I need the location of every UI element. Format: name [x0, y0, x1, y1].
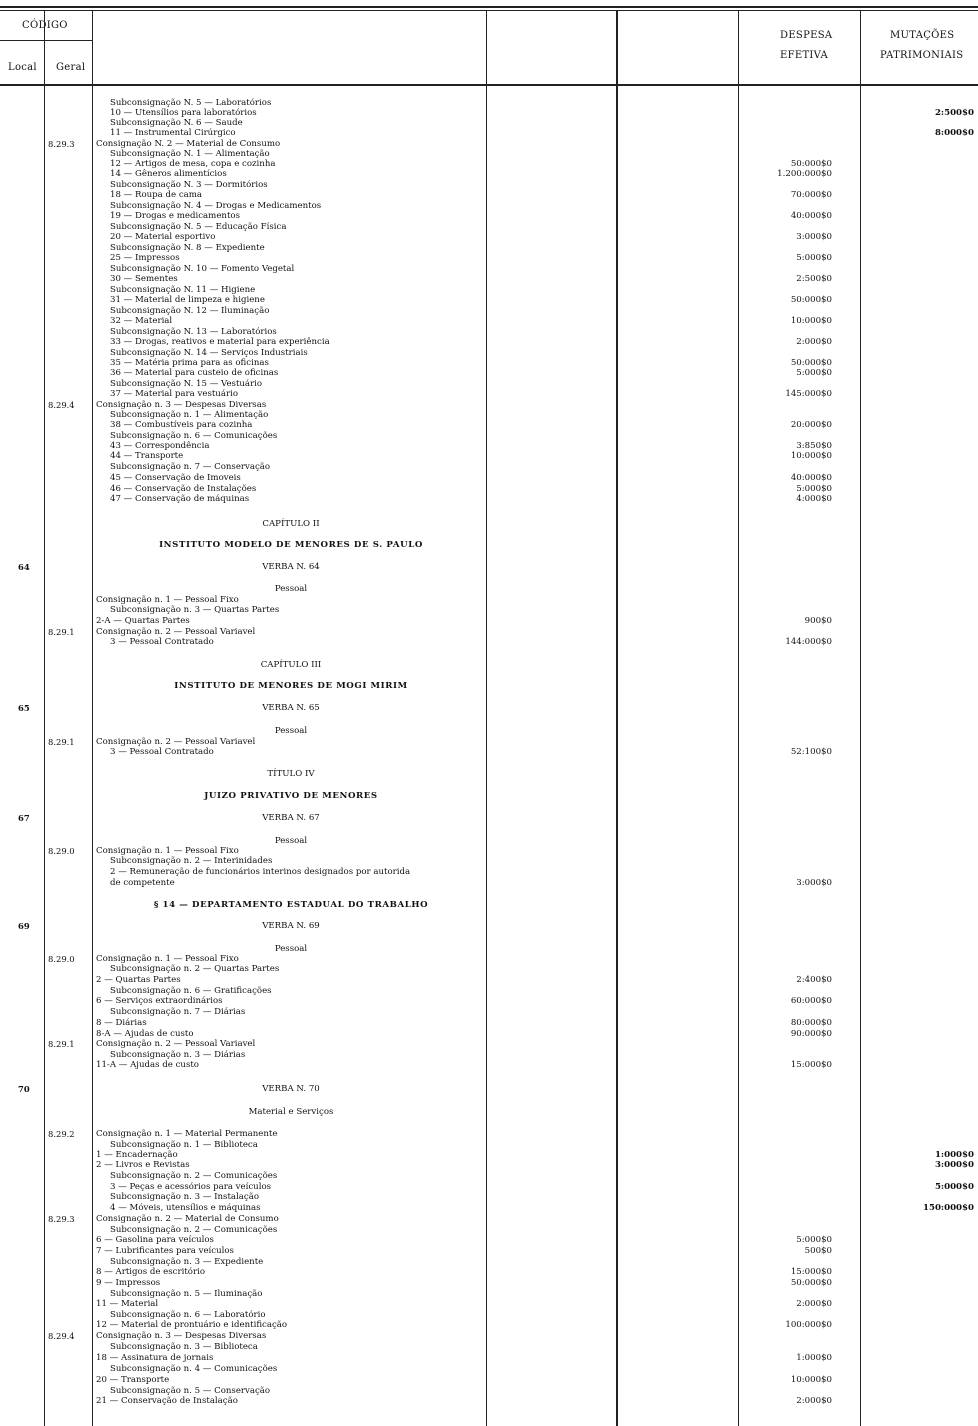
table-row [0, 1129, 978, 1139]
mutacoes-value: 2:500$0 [934, 108, 974, 118]
table-row [0, 379, 978, 389]
row-description: Consignação n. 1 — Pessoal Fixo [96, 954, 239, 964]
table-row [0, 1018, 978, 1028]
table-row [0, 431, 978, 441]
row-description: Subconsignação N. 5 — Laboratórios [110, 98, 272, 108]
row-description: Consignação n. 2 — Material de Consumo [96, 1214, 279, 1224]
row-description: 38 — Combustíveis para cozinha [110, 420, 253, 430]
table-row [0, 484, 978, 494]
table-row [0, 1029, 978, 1039]
row-description: Subconsignação n. 7 — Conservação [110, 462, 271, 472]
table-row [0, 1310, 978, 1320]
despesa-value: 50:000$0 [790, 358, 832, 368]
despesa-value: 60:000$0 [790, 996, 832, 1006]
despesa-value: 50:000$0 [790, 295, 832, 305]
table-row [0, 169, 978, 179]
table-row [0, 295, 978, 305]
row-description: Subconsignação n. 5 — Iluminação [110, 1289, 263, 1299]
table-row [0, 222, 978, 232]
table-row [0, 1320, 978, 1330]
table-row [0, 1039, 978, 1049]
row-description: 33 — Drogas, reativos e material para experiência [110, 337, 330, 347]
table-row [0, 737, 978, 747]
row-description: Consignação n. 2 — Pessoal Variavel [96, 737, 256, 747]
row-description: Subconsignação n. 5 — Conservação [110, 1386, 271, 1396]
row-description: Pessoal [274, 584, 308, 594]
table-row [0, 1331, 978, 1341]
row-description: Subconsignação N. 5 — Educação Física [110, 222, 287, 232]
despesa-value: 5:000$0 [796, 368, 832, 378]
mutacoes-value: 3:000$0 [934, 1160, 974, 1170]
table-row [0, 986, 978, 996]
row-description: Subconsignação N. 12 — Iluminação [110, 306, 270, 316]
row-description: 1 — Encadernação [96, 1150, 178, 1160]
table-row [0, 211, 978, 221]
table-row [0, 975, 978, 985]
row-description: § 14 — DEPARTAMENTO ESTADUAL DO TRABALHO [153, 900, 429, 910]
mutacoes-value: 1:000$0 [934, 1150, 974, 1160]
despesa-value: 500$0 [804, 1246, 832, 1256]
table-row [0, 462, 978, 472]
despesa-value: 4:000$0 [796, 494, 832, 504]
row-description: 19 — Drogas e medicamentos [110, 211, 240, 221]
row-description: VERBA N. 69 [262, 921, 320, 931]
table-row [0, 1289, 978, 1299]
table-row [0, 1171, 978, 1181]
table-row [0, 1060, 978, 1070]
row-description: Subconsignação n. 1 — Biblioteca [110, 1140, 258, 1150]
despesa-value: 145:000$0 [785, 389, 832, 399]
table-row [0, 921, 978, 931]
despesa-value: 5:000$0 [796, 484, 832, 494]
table-row [0, 964, 978, 974]
local-code: 69 [18, 921, 30, 931]
table-row [0, 726, 978, 736]
despesa-value: 1.200:000$0 [777, 169, 832, 179]
despesa-value: 144:000$0 [785, 637, 832, 647]
row-description: Material e Serviços [248, 1107, 334, 1117]
despesa-value: 15:000$0 [790, 1267, 832, 1277]
table-row [0, 660, 978, 670]
despesa-value: 100:000$0 [785, 1320, 832, 1330]
row-description: VERBA N. 64 [262, 562, 320, 572]
row-description: 12 — Artigos de mesa, copa e cozinha [110, 159, 276, 169]
row-description: 6 — Serviços extraordinários [96, 996, 223, 1006]
row-description: 46 — Conservação de Instalações [110, 484, 257, 494]
table-row [0, 1267, 978, 1277]
despesa-value: 20:000$0 [790, 420, 832, 430]
table-row [0, 1364, 978, 1374]
table-row [0, 190, 978, 200]
row-description: Subconsignação n. 3 — Diárias [110, 1050, 246, 1060]
table-row [0, 769, 978, 779]
row-description: Subconsignação n. 3 — Instalação [110, 1192, 260, 1202]
geral-code: 8.29.4 [48, 400, 75, 410]
header-patrimoniais: PATRIMONIAIS [880, 50, 964, 61]
row-description: Pessoal [274, 944, 308, 954]
row-description: 11 — Instrumental Cirúrgico [110, 128, 236, 138]
despesa-value: 3:000$0 [796, 232, 832, 242]
table-row [0, 118, 978, 128]
row-description: Subconsignação n. 6 — Gratificações [110, 986, 272, 996]
despesa-value: 50:000$0 [790, 159, 832, 169]
row-description: 3 — Pessoal Contratado [110, 637, 214, 647]
table-row [0, 243, 978, 253]
geral-code: 8.29.1 [48, 1039, 75, 1049]
row-description: 3 — Peças e acessórios para veículos [110, 1182, 272, 1192]
despesa-value: 2:500$0 [796, 274, 832, 284]
table-row [0, 306, 978, 316]
despesa-value: 15:000$0 [790, 1060, 832, 1070]
row-description: 45 — Conservação de Imoveis [110, 473, 241, 483]
table-row [0, 441, 978, 451]
row-description: 8 — Diárias [96, 1018, 147, 1028]
row-description: Subconsignação N. 15 — Vestuário [110, 379, 263, 389]
table-row [0, 996, 978, 1006]
table-row [0, 1084, 978, 1094]
local-code: 67 [18, 813, 30, 823]
local-code: 65 [18, 703, 30, 713]
table-row [0, 1386, 978, 1396]
despesa-value: 5:000$0 [796, 1235, 832, 1245]
header-efetiva: EFETIVA [780, 50, 829, 61]
table-row [0, 1342, 978, 1352]
header-geral: Geral [56, 62, 86, 73]
geral-code: 8.29.0 [48, 846, 75, 856]
row-description: Subconsignação N. 13 — Laboratórios [110, 327, 277, 337]
table-row [0, 1225, 978, 1235]
row-description: Subconsignação n. 3 — Quartas Partes [110, 605, 280, 615]
row-description: Subconsignação n. 1 — Alimentação [110, 410, 269, 420]
row-description: Subconsignação n. 2 — Quartas Partes [110, 964, 280, 974]
table-row [0, 867, 978, 877]
table-row [0, 98, 978, 108]
row-description: 36 — Material para custeio de oficinas [110, 368, 279, 378]
despesa-value: 10:000$0 [790, 1375, 832, 1385]
despesa-value: 40:000$0 [790, 473, 832, 483]
table-row [0, 813, 978, 823]
row-description: Subconsignação N. 8 — Expediente [110, 243, 265, 253]
row-description: 31 — Material de limpeza e higiene [110, 295, 265, 305]
table-row [0, 954, 978, 964]
row-description: 3 — Pessoal Contratado [110, 747, 214, 757]
table-row [0, 605, 978, 615]
row-description: 2 — Quartas Partes [96, 975, 181, 985]
geral-code: 8.29.2 [48, 1129, 75, 1139]
row-description: Subconsignação N. 11 — Higiene [110, 285, 256, 295]
row-description: 9 — Impressos [96, 1278, 161, 1288]
table-row [0, 451, 978, 461]
table-row [0, 616, 978, 626]
row-description: 20 — Transporte [96, 1375, 170, 1385]
header-local: Local [8, 62, 37, 73]
table-row [0, 139, 978, 149]
row-description: 18 — Assinatura de jornais [96, 1353, 214, 1363]
geral-code: 8.29.3 [48, 1214, 75, 1224]
row-description: Subconsignação n. 7 — Diárias [110, 1007, 246, 1017]
row-description: 2-A — Quartas Partes [96, 616, 190, 626]
row-description: 6 — Gasolina para veículos [96, 1235, 214, 1245]
row-description: JUIZO PRIVATIVO DE MENORES [204, 791, 378, 801]
despesa-value: 3:000$0 [796, 878, 832, 888]
table-row [0, 274, 978, 284]
table-row [0, 368, 978, 378]
table-row [0, 1299, 978, 1309]
table-row [0, 846, 978, 856]
table-row [0, 473, 978, 483]
table-row [0, 285, 978, 295]
table-row [0, 836, 978, 846]
table-row [0, 1246, 978, 1256]
table-row [0, 389, 978, 399]
despesa-value: 50:000$0 [790, 1278, 832, 1288]
mutacoes-value: 8:000$0 [934, 128, 974, 138]
table-row [0, 327, 978, 337]
table-row [0, 519, 978, 529]
table-row [0, 540, 978, 550]
despesa-value: 2:400$0 [796, 975, 832, 985]
mutacoes-value: 150:000$0 [922, 1203, 974, 1213]
table-row [0, 159, 978, 169]
header-mutacoes: MUTAÇÕES [890, 30, 955, 41]
row-description: Subconsignação N. 6 — Saude [110, 118, 243, 128]
table-row [0, 232, 978, 242]
row-description: Pessoal [274, 726, 308, 736]
row-description: 18 — Roupa de cama [110, 190, 203, 200]
table-row [0, 944, 978, 954]
geral-code: 8.29.4 [48, 1331, 75, 1341]
table-row [0, 595, 978, 605]
table-row [0, 1050, 978, 1060]
despesa-value: 10:000$0 [790, 451, 832, 461]
row-description: Subconsignação n. 6 — Laboratório [110, 1310, 266, 1320]
row-description: Consignação n. 1 — Pessoal Fixo [96, 846, 239, 856]
row-description: 21 — Conservação de Instalação [96, 1396, 238, 1406]
row-description: Consignação n. 2 — Pessoal Variavel [96, 627, 256, 637]
row-description: 14 — Gêneros alimentícios [110, 169, 227, 179]
row-description: 12 — Material de prontuário e identificação [96, 1320, 288, 1330]
row-description: Consignação n. 2 — Pessoal Variavel [96, 1039, 256, 1049]
table-row [0, 703, 978, 713]
row-description: 44 — Transporte [110, 451, 184, 461]
row-description: 2 — Livros e Revistas [96, 1160, 190, 1170]
table-row [0, 1182, 978, 1192]
row-description: 11 — Material [96, 1299, 159, 1309]
row-description: Subconsignação n. 2 — Comunicações [110, 1171, 278, 1181]
row-description: 43 — Correspondência [110, 441, 210, 451]
table-row [0, 253, 978, 263]
row-description: Subconsignação N. 3 — Dormitórios [110, 180, 268, 190]
row-description: Consignação n. 3 — Despesas Diversas [96, 400, 267, 410]
row-description: Consignação n. 1 — Pessoal Fixo [96, 595, 239, 605]
row-description: 7 — Lubrificantes para veículos [96, 1246, 234, 1256]
table-row [0, 1203, 978, 1213]
row-description: Subconsignação n. 4 — Comunicações [110, 1364, 278, 1374]
row-description: VERBA N. 65 [262, 703, 320, 713]
row-description: 8-A — Ajudas de custo [96, 1029, 194, 1039]
despesa-value: 5:000$0 [796, 253, 832, 263]
table-row [0, 1160, 978, 1170]
row-description: INSTITUTO DE MENORES DE MOGI MIRIM [174, 681, 408, 691]
geral-code: 8.29.1 [48, 627, 75, 637]
row-description: 11-A — Ajudas de custo [96, 1060, 199, 1070]
geral-code: 8.29.1 [48, 737, 75, 747]
despesa-value: 52:100$0 [790, 747, 832, 757]
row-description: 32 — Material [110, 316, 173, 326]
table-row [0, 637, 978, 647]
despesa-value: 2:000$0 [796, 1396, 832, 1406]
table-row [0, 420, 978, 430]
local-code: 70 [18, 1084, 30, 1094]
table-row [0, 1278, 978, 1288]
table-row [0, 1007, 978, 1017]
table-row [0, 264, 978, 274]
table-row [0, 358, 978, 368]
despesa-value: 1:000$0 [796, 1353, 832, 1363]
row-description: Subconsignação n. 2 — Comunicações [110, 1225, 278, 1235]
despesa-value: 2:000$0 [796, 337, 832, 347]
table-row [0, 791, 978, 801]
row-description: 4 — Móveis, utensílios e máquinas [110, 1203, 261, 1213]
row-description: Consignação N. 2 — Material de Consumo [96, 139, 281, 149]
row-description: Subconsignação n. 3 — Biblioteca [110, 1342, 258, 1352]
table-row [0, 856, 978, 866]
table-row [0, 1353, 978, 1363]
row-description: 20 — Material esportivo [110, 232, 216, 242]
despesa-value: 2:000$0 [796, 1299, 832, 1309]
row-description: Subconsignação N. 4 — Drogas e Medicamentos [110, 201, 322, 211]
header-codigo: CÓDIGO [22, 20, 68, 31]
row-description: Subconsignação n. 6 — Comunicações [110, 431, 278, 441]
table-row [0, 1140, 978, 1150]
geral-code: 8.29.0 [48, 954, 75, 964]
row-description: 25 — Impressos [110, 253, 180, 263]
despesa-value: 70:000$0 [790, 190, 832, 200]
table-row [0, 410, 978, 420]
table-row [0, 108, 978, 118]
despesa-value: 40:000$0 [790, 211, 832, 221]
row-description: Subconsignação N. 14 — Serviços Industriais [110, 348, 308, 358]
despesa-value: 900$0 [804, 616, 832, 626]
table-row [0, 494, 978, 504]
table-row [0, 1375, 978, 1385]
mutacoes-value: 5:000$0 [934, 1182, 974, 1192]
row-description: de competente [110, 878, 175, 888]
row-description: 35 — Matéria prima para as oficinas [110, 358, 269, 368]
row-description: CAPÍTULO III [260, 660, 322, 670]
despesa-value: 10:000$0 [790, 316, 832, 326]
row-description: VERBA N. 70 [262, 1084, 320, 1094]
row-description: 30 — Sementes [110, 274, 178, 284]
table-row [0, 180, 978, 190]
table-row [0, 128, 978, 138]
row-description: TÍTULO IV [267, 769, 315, 779]
row-description: Subconsignação N. 10 — Fomento Vegetal [110, 264, 295, 274]
despesa-value: 90:000$0 [790, 1029, 832, 1039]
header-despesa: DESPESA [780, 30, 833, 41]
despesa-value: 3:850$0 [796, 441, 832, 451]
table-row [0, 1107, 978, 1117]
table-row [0, 337, 978, 347]
table-row [0, 149, 978, 159]
table-row [0, 747, 978, 757]
row-description: 8 — Artigos de escritório [96, 1267, 205, 1277]
table-row [0, 348, 978, 358]
table-row [0, 584, 978, 594]
row-description: 47 — Conservação de máquinas [110, 494, 250, 504]
row-description: VERBA N. 67 [262, 813, 320, 823]
table-row [0, 681, 978, 691]
table-row [0, 1192, 978, 1202]
row-description: Subconsignação N. 1 — Alimentação [110, 149, 270, 159]
table-row [0, 1214, 978, 1224]
row-description: Pessoal [274, 836, 308, 846]
table-row [0, 201, 978, 211]
row-description: 10 — Utensílios para laboratórios [110, 108, 257, 118]
table-row [0, 316, 978, 326]
row-description: Subconsignação n. 2 — Interinidades [110, 856, 273, 866]
row-description: 37 — Material para vestuário [110, 389, 238, 399]
table-row [0, 1150, 978, 1160]
table-row [0, 1396, 978, 1406]
row-description: Consignação n. 3 — Despesas Diversas [96, 1331, 267, 1341]
table-row [0, 1257, 978, 1267]
row-description: 2 — Remuneração de funcionários interinos designados por autorida [110, 867, 411, 877]
table-row [0, 878, 978, 888]
table-row [0, 627, 978, 637]
row-description: INSTITUTO MODELO DE MENORES DE S. PAULO [159, 540, 423, 550]
despesa-value: 80:000$0 [790, 1018, 832, 1028]
local-code: 64 [18, 562, 30, 572]
table-row [0, 400, 978, 410]
row-description: Consignação n. 1 — Material Permanente [96, 1129, 278, 1139]
row-description: CAPÍTULO II [262, 519, 320, 529]
table-row [0, 562, 978, 572]
row-description: Subconsignação n. 3 — Expediente [110, 1257, 264, 1267]
table-row [0, 1235, 978, 1245]
table-row [0, 900, 978, 910]
geral-code: 8.29.3 [48, 139, 75, 149]
